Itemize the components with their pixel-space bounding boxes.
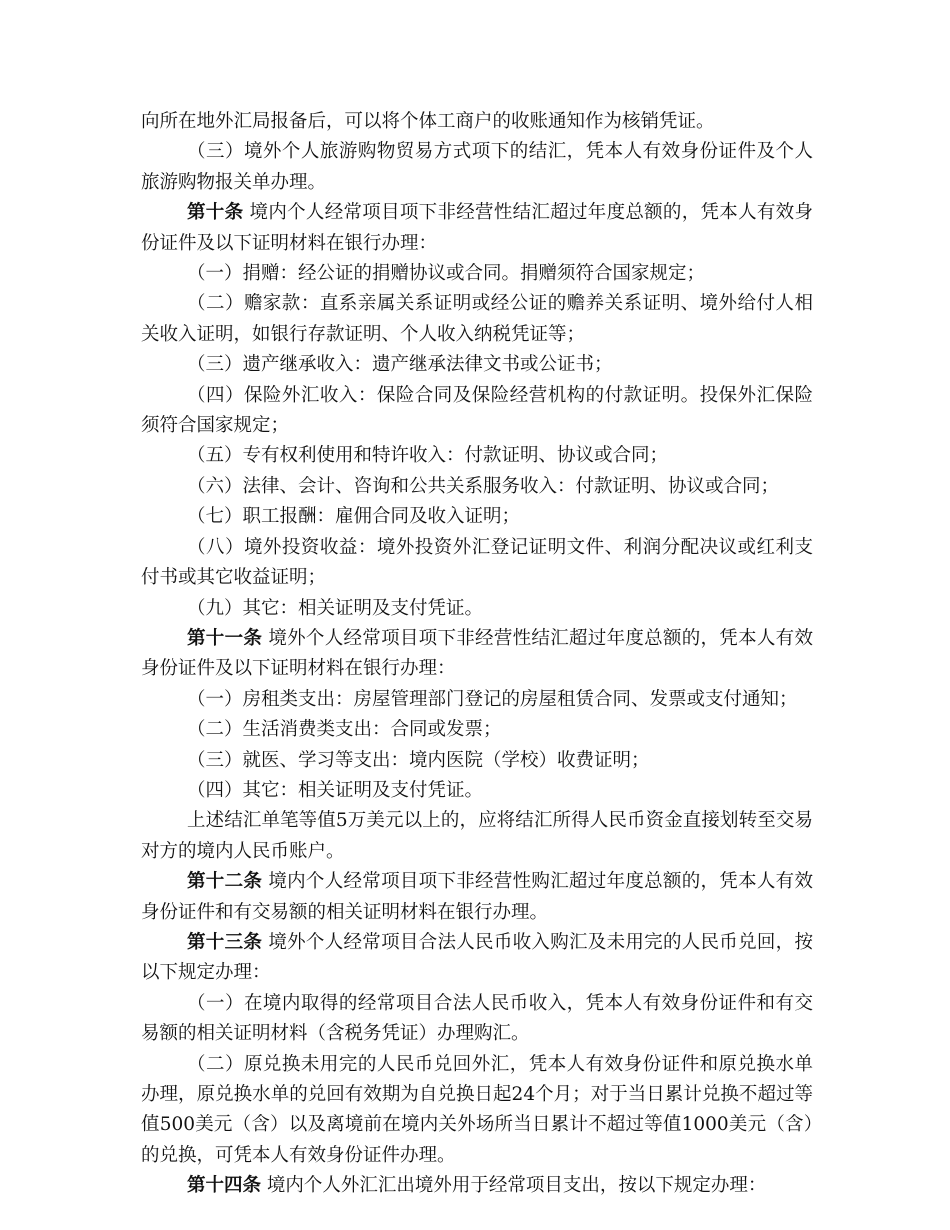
list-item: （七）职工报酬：雇佣合同及收入证明；: [187, 506, 521, 528]
article-heading: 第十四条: [187, 1175, 262, 1197]
article-heading: 第十三条: [187, 931, 263, 953]
article-text: 境内个人经常项目项下非经营性购汇超过年度总额的，凭本人有效身份证件和有交易额的相关证明材料在银行办理。: [141, 871, 813, 923]
article-heading: 第十一条: [187, 627, 263, 649]
article-text: 境内个人经常项目项下非经营性结汇超过年度总额的，凭本人有效身份证件及以下证明材料在银行办理：: [141, 202, 813, 254]
article-text: 境外个人经常项目项下非经营性结汇超过年度总额的，凭本人有效身份证件及以下证明材料在银行办理：: [141, 627, 813, 680]
list-item: （二）生活消费类支出：合同或发票；: [187, 719, 502, 741]
list-item: （九）其它：相关证明及支付凭证。: [187, 597, 484, 619]
article-paragraph: [141, 624, 813, 685]
article-text: 境外个人经常项目合法人民币收入购汇及未用完的人民币兑回，按以下规定办理：: [141, 931, 813, 984]
list-item: （一）在境内取得的经常项目合法人民币收入，凭本人有效身份证件和有交易额的相关证明材料（含税务凭证）办理购汇。: [141, 992, 813, 1045]
article-paragraph: [141, 198, 813, 259]
article-paragraph: [141, 867, 813, 928]
article-paragraph: [141, 1171, 813, 1201]
list-item: （八）境外投资收益：境外投资外汇登记证明文件、利润分配决议或红利支付书或其它收益证明；: [141, 536, 813, 589]
paragraph: 向所在地外汇局报备后，可以将个体工商户的收账通知作为核销凭证。: [141, 111, 715, 132]
list-item: （四）保险外汇收入：保险合同及保险经营机构的付款证明。投保外汇保险须符合国家规定；: [141, 384, 813, 437]
article-text: 境内个人外汇汇出境外用于经常项目支出，按以下规定办理：: [266, 1175, 767, 1197]
paragraph: 上述结汇单笔等值5万美元以上的，应将结汇所得人民币资金直接划转至交易对方的境内人民币账户。: [141, 810, 813, 862]
list-item: （三）遗产继承收入：遗产继承法律文书或公证书；: [187, 354, 613, 376]
list-item: （二）赡家款：直系亲属关系证明或经公证的赡养关系证明、境外给付人相关收入证明，如银行存款证明、个人收入纳税凭证等；: [141, 293, 813, 345]
article-heading: 第十条: [187, 202, 244, 224]
list-item: （一）房租类支出：房屋管理部门登记的房屋租赁合同、发票或支付通知；: [187, 688, 798, 710]
list-item: （六）法律、会计、咨询和公共关系服务收入：付款证明、协议或合同；: [187, 475, 780, 497]
list-item: （四）其它：相关证明及支付凭证。: [187, 779, 484, 801]
article-paragraph: [141, 928, 813, 989]
paragraph: （三）境外个人旅游购物贸易方式项下的结汇，凭本人有效身份证件及个人旅游购物报关单办理。: [141, 141, 813, 193]
list-item: （五）专有权利使用和特许收入：付款证明、协议或合同；: [187, 445, 669, 467]
list-item: （二）原兑换未用完的人民币兑回外汇，凭本人有效身份证件和原兑换水单办理，原兑换水单的兑回有效期为自兑换日起24个月；对于当日累计兑换不超过等值500美元（含）以及离境前在境内关外场所当日累计不超过等值1000美元（含）的兑换，可凭本人有效身份证件办理。: [141, 1053, 813, 1166]
list-item: （三）就医、学习等支出：境内医院（学校）收费证明；: [187, 749, 650, 771]
article-heading: 第十二条: [187, 871, 263, 893]
list-item: （一）捐赠：经公证的捐赠协议或合同。捐赠须符合国家规定；: [187, 263, 706, 285]
document-body: [141, 107, 813, 1202]
